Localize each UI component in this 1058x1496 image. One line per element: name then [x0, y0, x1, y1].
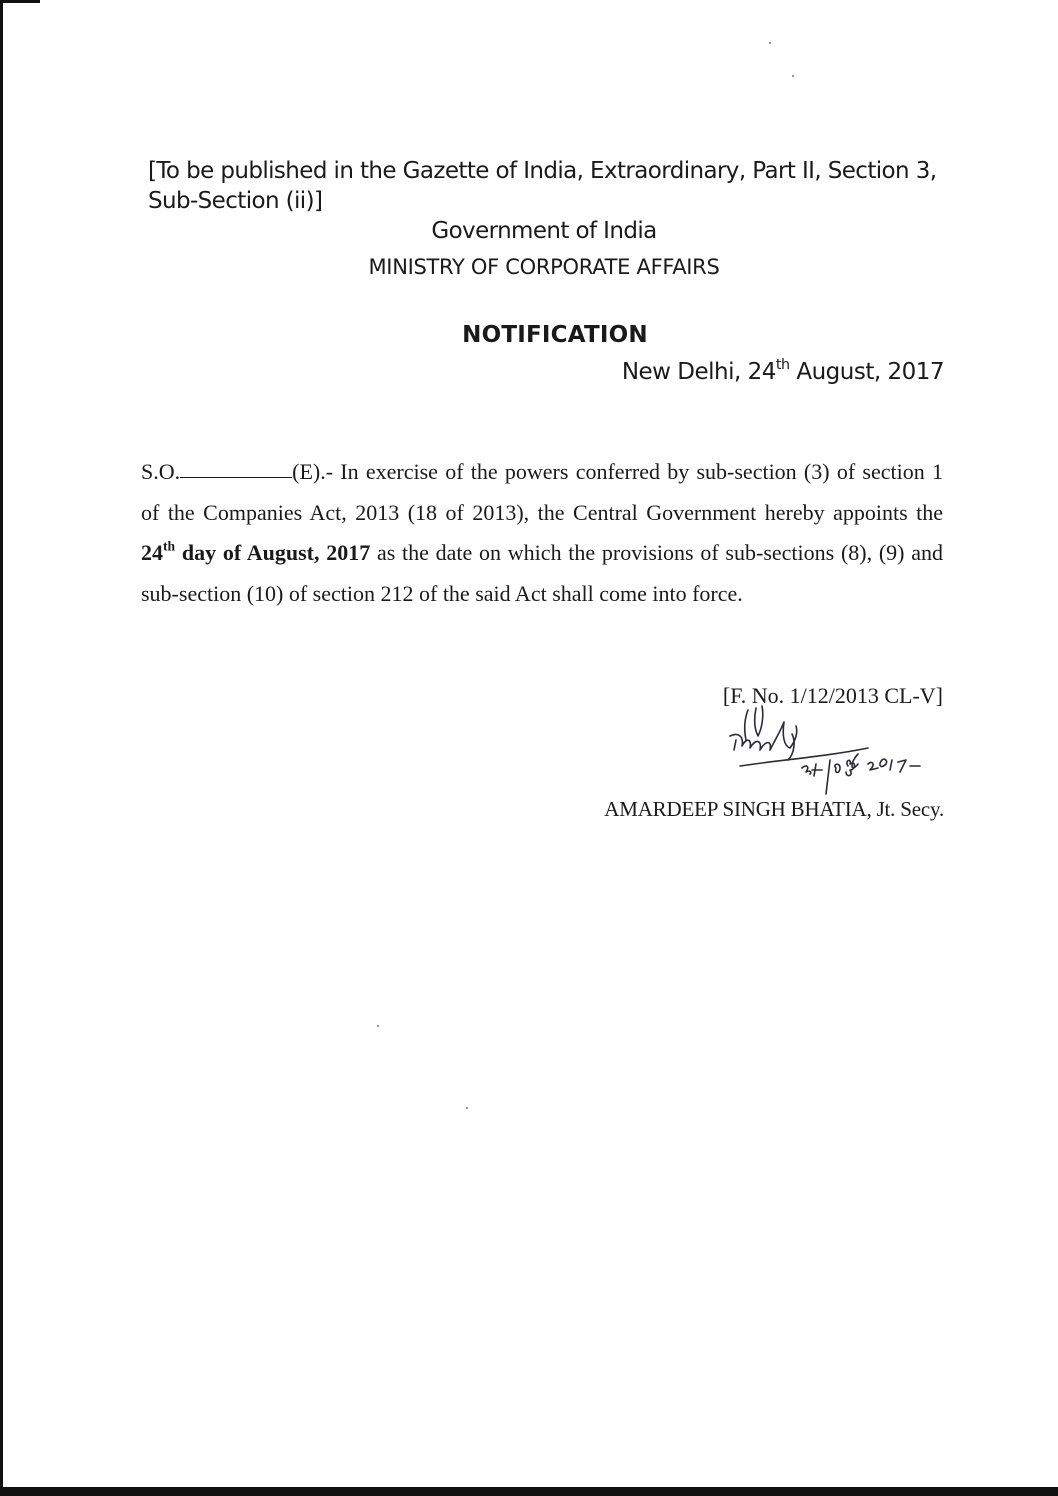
ministry-heading: MINISTRY OF CORPORATE AFFAIRS — [368, 255, 720, 279]
appointed-day: 24 — [141, 540, 163, 565]
scan-speck — [769, 42, 771, 44]
scan-speck — [377, 1025, 379, 1027]
scan-mark-top-left — [0, 0, 40, 3]
so-number-blank — [180, 477, 292, 478]
body-text-part1: (E).- In exercise of the powers conferred by sub-section (3) of section 1 of the Companies Act, 2013 (18 of 2013), the Central Government hereby appoints the — [141, 459, 943, 525]
handwritten-signature — [700, 702, 930, 802]
scan-border-bottom — [0, 1487, 1058, 1496]
signatory-name: AMARDEEP SINGH BHATIA, Jt. Secy. — [604, 797, 944, 821]
body-text-part2: as the date on which the provisions of sub-sections (8), (9) and sub-section (10) of section 212 of the said Act shall come into force. — [141, 540, 944, 606]
so-prefix: S.O. — [141, 459, 181, 484]
appointed-date — [141, 540, 370, 565]
notification-title: NOTIFICATION — [462, 322, 648, 348]
appointed-day-suffix: th — [163, 538, 176, 554]
scan-speck — [466, 1107, 468, 1109]
government-heading: Government of India — [431, 218, 657, 244]
date-place-text: New Delhi, 24 — [621, 359, 776, 385]
file-number: [F. No. 1/12/2013 CL-V] — [722, 683, 943, 708]
appointed-month-year: day of August, 2017 — [175, 540, 371, 565]
date-ordinal-suffix: th — [775, 357, 790, 374]
notification-body — [141, 452, 943, 614]
scan-speck — [792, 75, 794, 77]
date-place-line — [622, 357, 944, 387]
gazette-publication-line: [To be published in the Gazette of India, Extraordinary, Part II, Section 3, Sub-Section (ii)] — [148, 158, 937, 214]
date-month-year: August, 2017 — [789, 359, 944, 385]
